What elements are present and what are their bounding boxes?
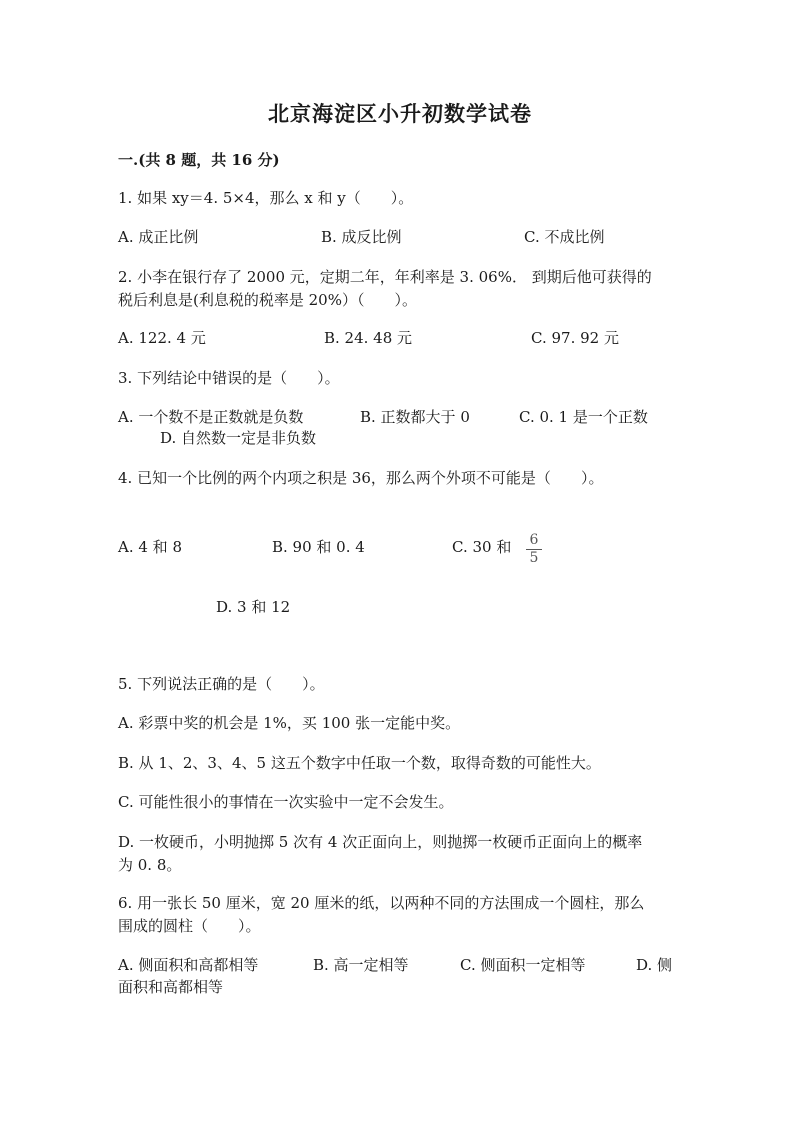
question-2-option-b: B. 24. 48 元 bbox=[324, 329, 413, 347]
question-1-option-c: C. 不成比例 bbox=[524, 228, 605, 246]
question-5-option-b: B. 从 1、2、3、4、5 这五个数字中任取一个数，取得奇数的可能性大。 bbox=[118, 754, 601, 772]
question-6-option-d-line-2: 面积和高都相等 bbox=[118, 978, 224, 996]
page-title: 北京海淀区小升初数学试卷 bbox=[268, 101, 532, 126]
question-4-stem: 4. 已知一个比例的两个内项之积是 36，那么两个外项不可能是（ ）。 bbox=[118, 469, 604, 487]
fraction-denominator: 5 bbox=[529, 550, 539, 566]
question-3-option-b: B. 正数都大于 0 bbox=[360, 408, 470, 426]
question-3-stem: 3. 下列结论中错误的是（ ）。 bbox=[118, 369, 340, 387]
question-6-stem-line-2: 围成的圆柱（ ）。 bbox=[118, 917, 261, 935]
question-5-option-c: C. 可能性很小的事情在一次实验中一定不会发生。 bbox=[118, 793, 454, 811]
question-6-option-d-line-1: D. 侧 bbox=[636, 956, 673, 974]
question-5-stem: 5. 下列说法正确的是（ ）。 bbox=[118, 675, 325, 693]
question-4-option-d: D. 3 和 12 bbox=[216, 598, 291, 616]
question-2-option-c: C. 97. 92 元 bbox=[531, 329, 619, 347]
question-5-option-d-line-1: D. 一枚硬币，小明抛掷 5 次有 4 次正面向上，则抛掷一枚硬币正面向上的概率 bbox=[118, 833, 643, 851]
fraction-numerator: 6 bbox=[529, 532, 539, 548]
question-2-option-a: A. 122. 4 元 bbox=[118, 329, 206, 347]
question-3-option-a: A. 一个数不是正数就是负数 bbox=[118, 408, 304, 426]
question-4-option-c: C. 30 和 bbox=[452, 538, 512, 556]
question-4-option-a: A. 4 和 8 bbox=[118, 538, 182, 556]
question-4-option-b: B. 90 和 0. 4 bbox=[272, 538, 365, 556]
question-6-option-a: A. 侧面积和高都相等 bbox=[118, 956, 259, 974]
question-1-option-a: A. 成正比例 bbox=[118, 228, 199, 246]
question-2-stem-line-2: 税后利息是(利息税的税率是 20%）（ ）。 bbox=[118, 291, 417, 309]
question-1-stem: 1. 如果 xy＝4. 5×4，那么 x 和 y（ ）。 bbox=[118, 189, 414, 207]
question-6-stem-line-1: 6. 用一张长 50 厘米，宽 20 厘米的纸，以两种不同的方法围成一个圆柱，那么 bbox=[118, 894, 645, 912]
question-5-option-a: A. 彩票中奖的机会是 1%，买 100 张一定能中奖。 bbox=[118, 714, 461, 732]
question-6-option-b: B. 高一定相等 bbox=[313, 956, 409, 974]
section-heading: 一.(共 8 题，共 16 分) bbox=[118, 151, 280, 169]
question-5-option-d-line-2: 为 0. 8。 bbox=[118, 856, 182, 874]
question-1-option-b: B. 成反比例 bbox=[321, 228, 402, 246]
question-3-option-c: C. 0. 1 是一个正数 bbox=[519, 408, 648, 426]
question-6-option-c: C. 侧面积一定相等 bbox=[460, 956, 586, 974]
question-2-stem-line-1: 2. 小李在银行存了 2000 元，定期二年，年利率是 3. 06%． 到期后他可获得的 bbox=[118, 268, 652, 286]
question-3-option-d: D. 自然数一定是非负数 bbox=[160, 429, 317, 447]
fraction-six-fifths bbox=[526, 533, 542, 566]
